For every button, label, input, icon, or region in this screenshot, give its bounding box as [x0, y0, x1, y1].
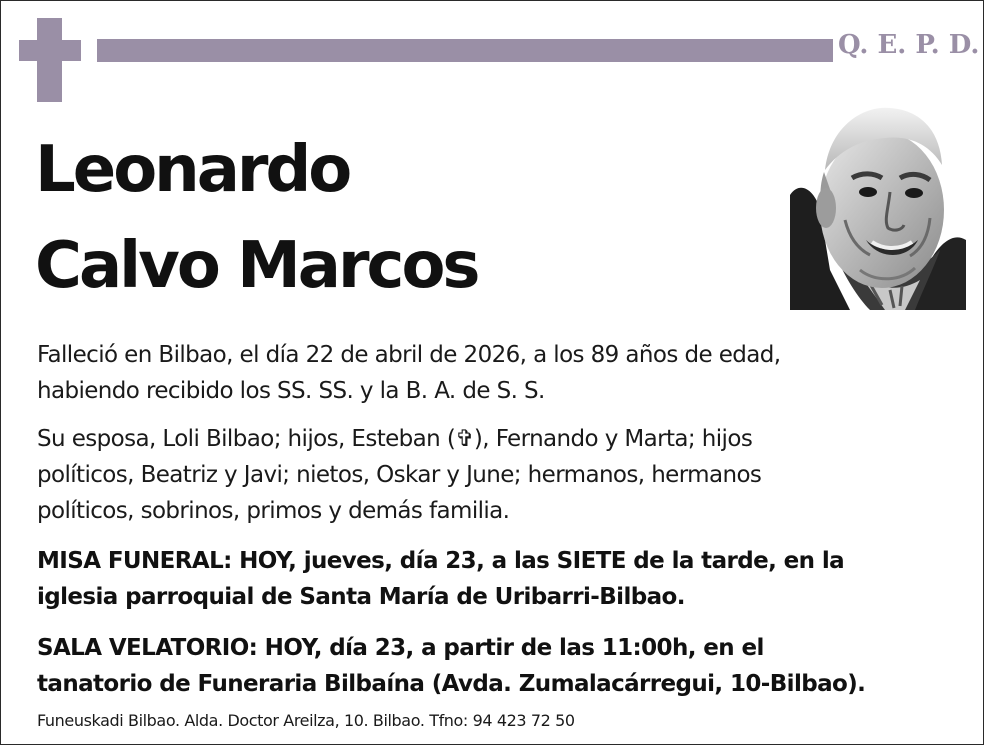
funeral-mass-line: MISA FUNERAL: HOY, jueves, día 23, a las SIETE de la tarde, en la [37, 548, 845, 574]
funeral-mass-paragraph [37, 543, 967, 615]
latin-cross-icon [19, 18, 81, 102]
family-line: políticos, sobrinos, primos y demás familia. [37, 498, 510, 524]
death-notice-line: Falleció en Bilbao, el día 22 de abril de 2026, a los 89 años de edad, [37, 342, 781, 368]
wake-room-line: tanatorio de Funeraria Bilbaína (Avda. Zumalacárregui, 10-Bilbao). [37, 671, 866, 697]
family-paragraph [37, 421, 967, 529]
death-notice-line: habiendo recibido los SS. SS. y la B. A. de S. S. [37, 378, 545, 404]
deceased-first-name: Leonardo [35, 133, 350, 207]
qepd-label: Q. E. P. D. [838, 30, 980, 60]
death-notice-paragraph [37, 337, 967, 409]
wake-room-paragraph [37, 630, 967, 702]
cross-horizontal-bar [19, 40, 81, 61]
family-line: políticos, Beatriz y Javi; nietos, Oskar y June; hermanos, hermanos [37, 462, 762, 488]
header-rule [97, 39, 833, 62]
deceased-portrait-photo [790, 100, 966, 310]
wake-room-line: SALA VELATORIO: HOY, día 23, a partir de las 11:00h, en el [37, 635, 764, 661]
family-line: Su esposa, Loli Bilbao; hijos, Esteban (✞), Fernando y Marta; hijos [37, 426, 753, 452]
funeral-home-footer: Funeuskadi Bilbao. Alda. Doctor Areilza, 10. Bilbao. Tfno: 94 423 72 50 [37, 711, 575, 730]
deceased-surnames: Calvo Marcos [35, 229, 478, 303]
funeral-mass-line: iglesia parroquial de Santa María de Uribarri-Bilbao. [37, 584, 685, 610]
